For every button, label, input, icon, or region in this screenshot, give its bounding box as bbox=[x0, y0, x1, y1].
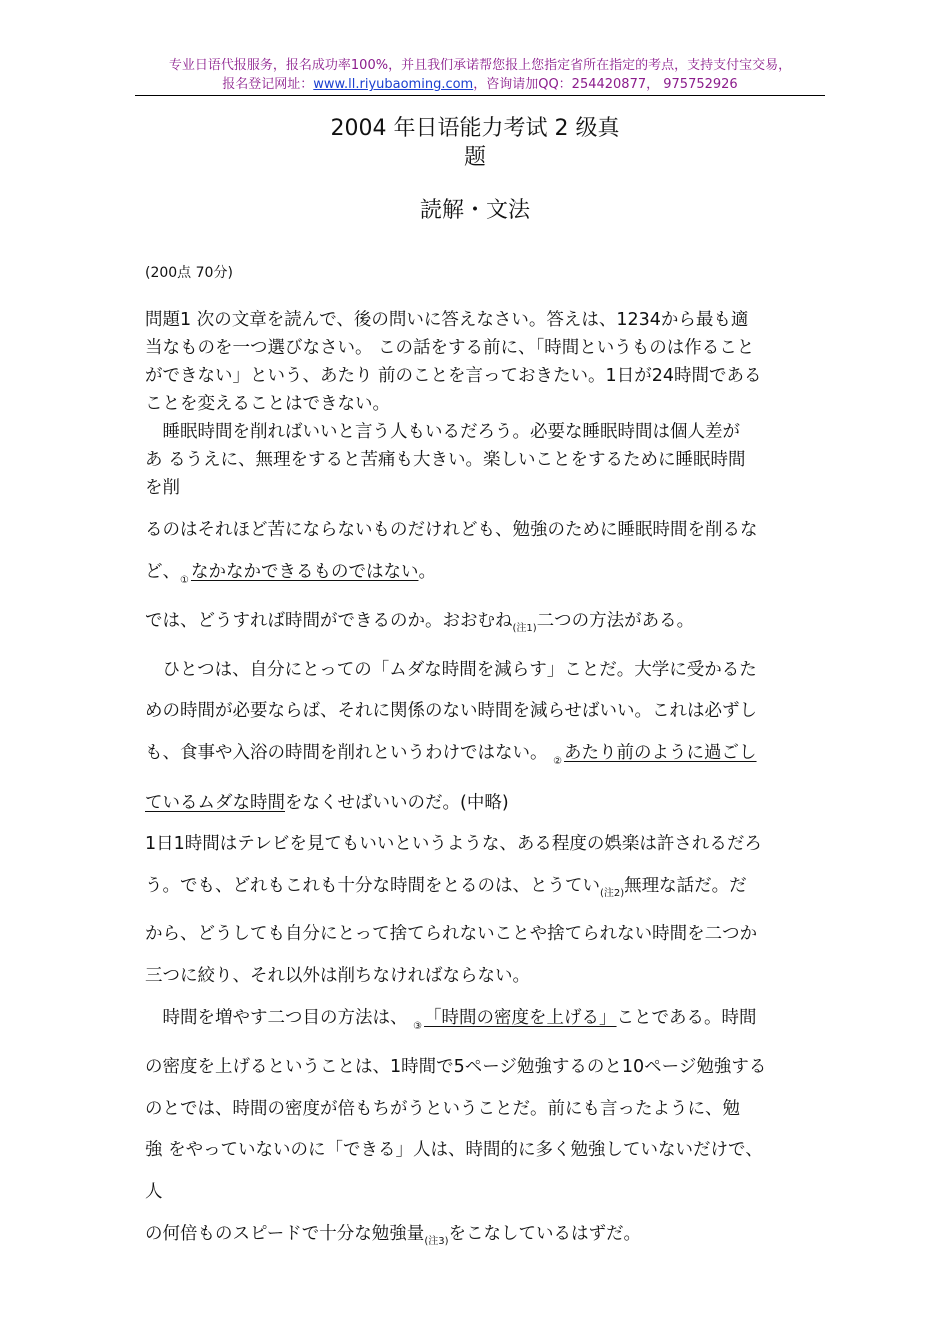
header-contact-line bbox=[135, 75, 825, 94]
exam-title-line1: 2004 年日语能力考试 2 级真 bbox=[330, 116, 620, 141]
header-register-label: 报名登记网址： bbox=[222, 77, 314, 92]
footnote-marker-2: (注2) bbox=[600, 887, 625, 899]
passage-line: ことを変えることはできない。 bbox=[145, 394, 390, 414]
passage-line: 1日1時間はテレビを見てもいいというような、ある程度の娯楽は許されるだろ bbox=[145, 834, 762, 855]
register-link[interactable]: www.ll.riyubaoming.com bbox=[313, 77, 474, 92]
passage-line: のとでは、時間の密度が倍もちがうということだ。前にも言ったように、勉 bbox=[145, 1098, 740, 1119]
passage-line: の密度を上げるということは、1時間で5ページ勉強するのと10ページ勉強する bbox=[145, 1057, 767, 1078]
passage-block-1 bbox=[145, 306, 835, 502]
passage-line: 睡眠時間を削ればいいと言う人もいるだろう。必要な睡眠時間は個人差が bbox=[145, 422, 740, 442]
passage-line: ているムダな時間をなくせばいいのだ。(中略) bbox=[145, 792, 509, 813]
underlined-phrase-2-cont: ているムダな時間 bbox=[145, 792, 285, 813]
passage-line: の何倍ものスピードで十分な勉強量$_{(注3)}$をこなしているはずだ。 bbox=[145, 1223, 641, 1247]
header-ad-line: 专业日语代报服务，报名成功率100%，并且我们承诺帮您报上您指定省所在指定的考点，支持支付宝交易， bbox=[168, 58, 792, 73]
underlined-phrase-1: なかなかできるものではない bbox=[190, 561, 419, 582]
passage-line: から、どうしても自分にとって捨てられないことや捨てられない時間を二つか bbox=[145, 924, 758, 945]
passage-line: では、どうすれば時間ができるのか。おおむね$_{(注1)}$二つの方法がある。 bbox=[145, 611, 695, 635]
passage-block-2 bbox=[145, 510, 835, 1262]
reading-passage bbox=[145, 306, 835, 1262]
passage-line: 強 をやっていないのに「できる」人は、時間的に多く勉強していないだけで、 bbox=[145, 1140, 763, 1161]
passage-line: 時間を増やす二つ目の方法は、 $_③$ 「時間の密度を上げる」ことである。時間 bbox=[145, 1007, 757, 1032]
passage-line: 当なものを一つ選びなさい。 この話をする前に、「時間というものは作ること bbox=[145, 338, 755, 358]
exam-title-line2: 题 bbox=[463, 145, 486, 170]
passage-line: あ るうえに、無理をすると苦痛も大きい。楽しいことをするために睡眠時間 bbox=[145, 450, 746, 470]
header-divider bbox=[135, 95, 825, 96]
passage-line: ができない」という、あたり 前のことを言っておきたい。1日が24時間である bbox=[145, 366, 762, 386]
section-title: 読解・文法 bbox=[419, 198, 530, 223]
footnote-marker-1: (注1) bbox=[512, 623, 537, 635]
page-header bbox=[135, 56, 825, 94]
passage-line: を削 bbox=[145, 478, 180, 498]
exam-title bbox=[300, 114, 650, 172]
passage-line: ひとつは、自分にとっての「ムダな時間を減らす」ことだ。大学に受かるた bbox=[145, 659, 757, 680]
passage-line: めの時間が必要ならば、それに関係のない時間を減らせばいい。これは必ずし bbox=[145, 701, 757, 722]
passage-line: るのはそれほど苦にならないものだけれども、勉強のために睡眠時間を削るな bbox=[145, 520, 758, 540]
score-info: (200点 70分) bbox=[145, 265, 233, 281]
underlined-phrase-2: あたり前のように過ごし bbox=[564, 742, 757, 763]
header-qq-text: ，咨询请加QQ：254420877， 975752926 bbox=[473, 77, 738, 92]
passage-line: も、食事や入浴の時間を削れというわけではない。 $_②$ あたり前のように過ごし bbox=[145, 742, 757, 767]
passage-line: 三つに絞り、それ以外は削ちなければならない。 bbox=[145, 965, 530, 986]
underline-marker-1: ① bbox=[180, 574, 189, 586]
passage-line: 問題1 次の文章を読んで、後の問いに答えなさい。答えは、1234から最も適 bbox=[145, 310, 749, 330]
passage-line: ど、$_①$ なかなかできるものではない。 bbox=[145, 561, 436, 586]
underline-marker-2: ② bbox=[553, 755, 563, 767]
footnote-marker-3: (注3) bbox=[424, 1235, 449, 1247]
underline-marker-3: ③ bbox=[413, 1020, 423, 1032]
passage-line: 人 bbox=[145, 1181, 163, 1202]
passage-line: う。でも、どれもこれも十分な時間をとるのは、とうてい$_{(注2)}$無理な話だ。だ bbox=[145, 875, 747, 899]
underlined-phrase-3: 「時間の密度を上げる」 bbox=[424, 1007, 617, 1028]
